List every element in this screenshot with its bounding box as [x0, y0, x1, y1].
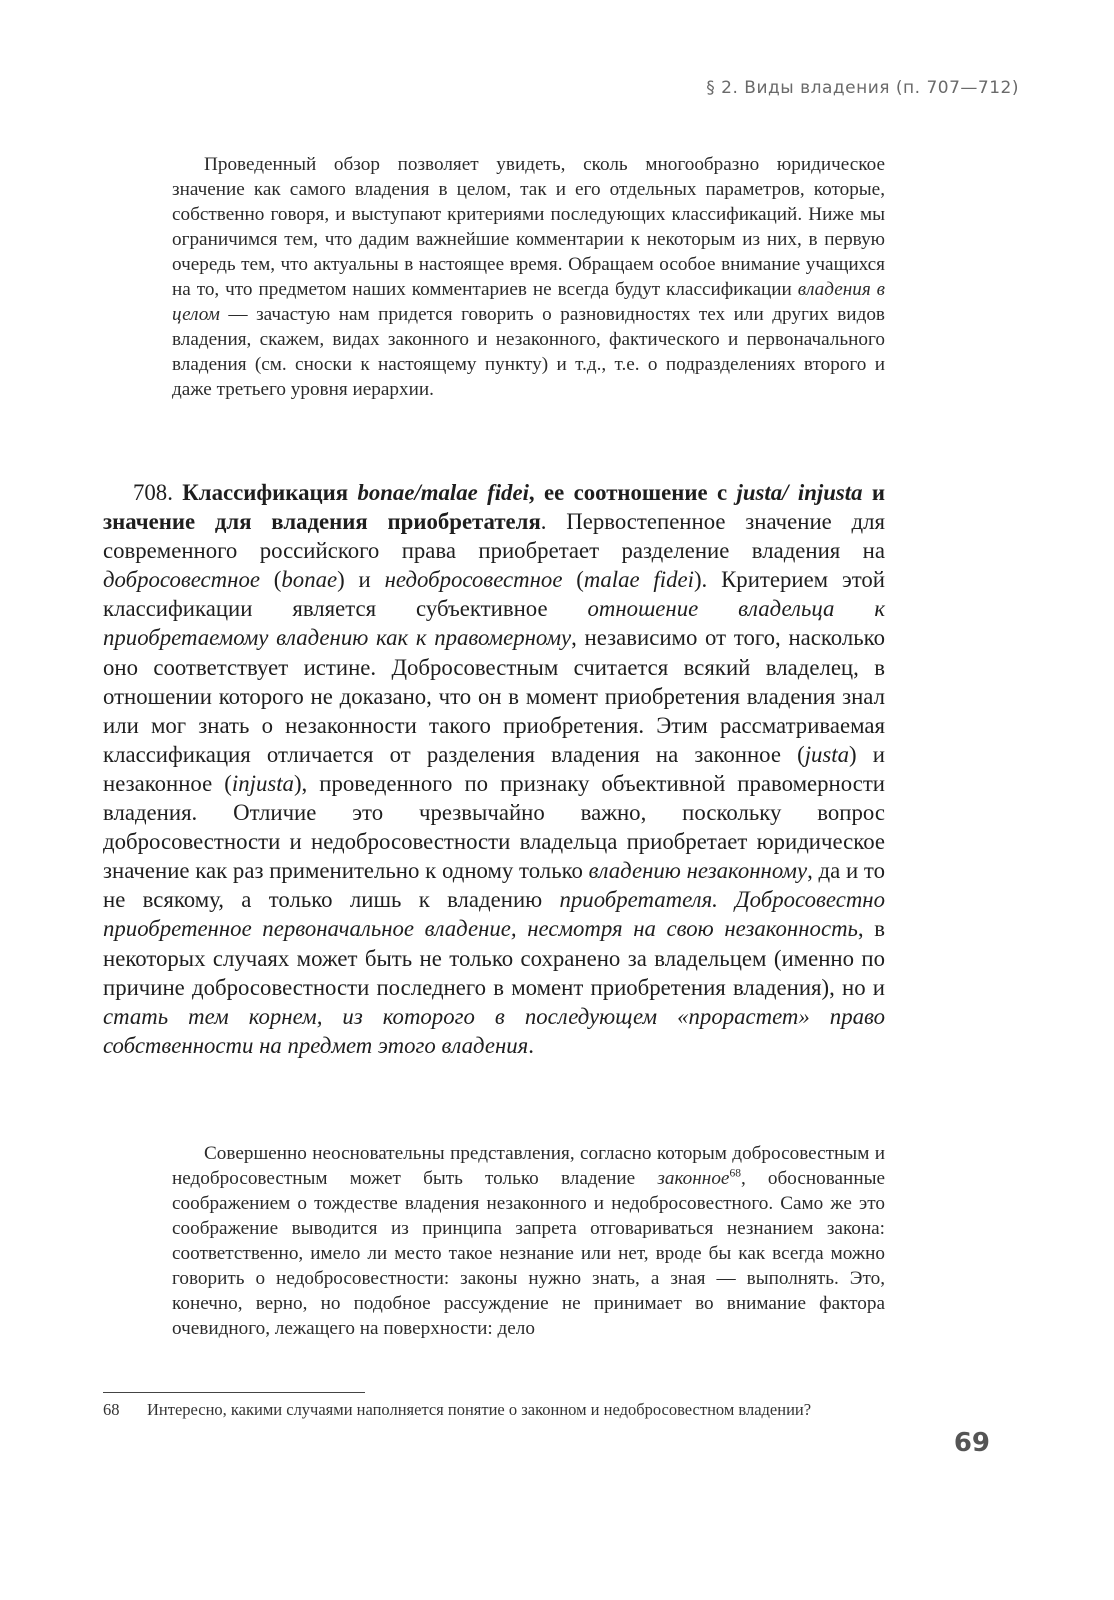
- text-run: ) и незаконное (: [103, 741, 885, 796]
- text-run: (: [562, 567, 584, 593]
- italic-run: недобросовестное: [384, 567, 563, 593]
- section-708: [103, 478, 885, 1060]
- footnote-text: Интересно, какими случаями наполняется понятие о законном и недобросовестном владении?: [147, 1400, 812, 1419]
- italic-run: добросовестное: [103, 567, 260, 593]
- italic-run: владения в целом: [172, 279, 885, 325]
- italic-run: injusta: [231, 770, 294, 796]
- footnote: [103, 1399, 885, 1421]
- text-run: , независимо от того, насколько оно соответствует истине. Добросовестным считается всякий владелец, в отношении которого не доказано, что он в момент приобретения владения знал или мог знать о незаконности такого приобретения. Этим рассматриваемая классификация отличается от разделения владения на законное (: [103, 625, 885, 767]
- text-run: . Первостепенное значение для современного российского права приобретает разделение владения на: [103, 509, 885, 564]
- text-run: , обоснованные соображением о тождестве владения незаконного и недобросовестного. Само же это соображение выводится из принципа запрета отговариваться незнанием закона: соответственно, имело ли место такое незнание или нет, вроде бы как всегда можно говорить о недобросовестности: законы нужно знать, а зная — выполнять. Это, конечно, верно, но подобное рассуждение не принимает во внимание фактора очевидного, лежащего на поверхности: дело: [172, 1168, 885, 1339]
- italic-run: законное: [657, 1168, 730, 1189]
- footnote-number: 68: [103, 1400, 120, 1419]
- italic-run: malae fidei: [583, 567, 694, 593]
- heading-italic: bonae/malae fidei: [357, 480, 529, 505]
- text-run: ). Критерием этой классификации является субъективное: [103, 567, 885, 622]
- italic-run: приобретателя. Добросовестно приобретенное первоначальное владение, несмотря на свою незаконность: [103, 887, 885, 942]
- paragraph-intro: [172, 152, 885, 402]
- italic-run: владению незаконному: [588, 858, 808, 884]
- footnote-ref[interactable]: 68: [729, 1167, 741, 1180]
- text-run: (: [259, 567, 282, 593]
- text-run: .: [528, 1032, 534, 1058]
- text-run: ) и: [337, 567, 385, 593]
- italic-run: стать тем корнем, из которого в последующем «прорастет» право собственности на предмет этого владения: [103, 1003, 885, 1058]
- text-run: , да и то не всякому, а только лишь к владению: [103, 858, 885, 913]
- heading-run: и значение для владения приобретателя: [103, 480, 886, 535]
- text-run: , в некоторых случаях может быть не только сохранено за владельцем (именно по причине добросовестности последнего в момент приобретения владения), но и: [103, 916, 885, 1000]
- page-number: 69: [953, 1428, 990, 1458]
- text-run: ), проведенного по признаку объективной правомерности владения. Отличие это чрезвычайно важно, поскольку вопрос добросовестности и недобросовестности владельца приобретает юридическое значение как раз применительно к одному только: [103, 770, 885, 884]
- footnote-divider: [103, 1392, 365, 1393]
- italic-run: отношение владельца к приобретаемому владению как к правомерному: [103, 596, 885, 651]
- text-run: Совершенно неосновательны представления, согласно которым добросовестным и недобросовестным может быть только владение: [172, 1143, 885, 1189]
- heading-italic: justa/ injusta: [736, 480, 863, 505]
- paragraph-commentary: [172, 1141, 885, 1341]
- running-header: § 2. Виды владения (п. 707—712): [706, 78, 1019, 98]
- italic-run: bonae: [281, 567, 338, 593]
- heading-run: Классификация: [182, 480, 349, 505]
- italic-run: justa: [804, 741, 850, 767]
- text-run: — зачастую нам придется говорить о разновидностях тех или других видов владения, скажем, видах законного и незаконного, фактического и первоначального владения (см. сноски к настоящему пункту) и т.д., т.е. о подразделениях второго и даже третьего уровня иерархии.: [172, 304, 885, 400]
- heading-run: , ее соотношение с: [528, 480, 728, 505]
- text-run: Проведенный обзор позволяет увидеть, сколь многообразно юридическое значение как самого владения в целом, так и его отдельных параметров, которые, собственно говоря, и выступают критериями последующих классификаций. Ниже мы ограничимся тем, что дадим важнейшие комментарии к некоторым из них, в первую очередь тем, что актуальны в настоящее время. Обращаем особое внимание учащихся на то, что предметом наших комментариев не всегда будут классификации: [172, 154, 885, 300]
- section-number: 708.: [133, 480, 173, 505]
